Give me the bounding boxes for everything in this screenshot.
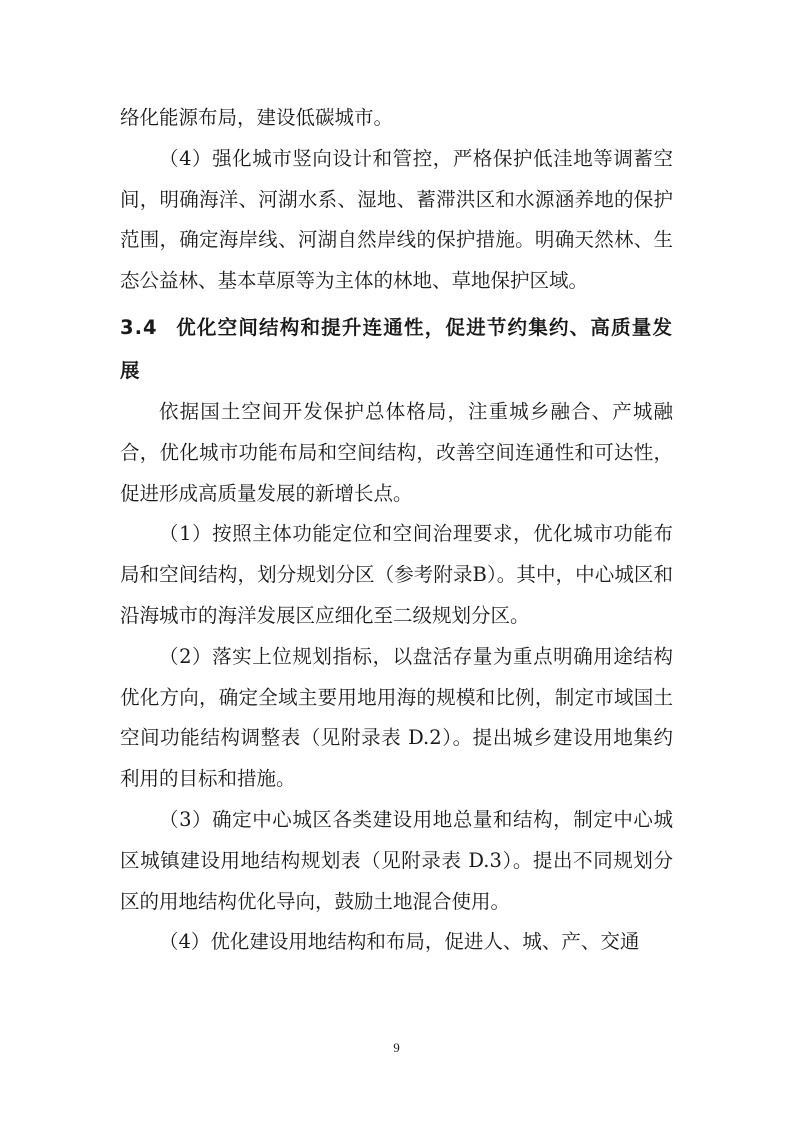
page-number: 9	[393, 1040, 400, 1055]
paragraph-item-3: （3）确定中心城区各类建设用地总量和结构，制定中心城区城镇建设用地结构规划表（见附录表 D.3）。提出不同规划分区的用地结构优化导向，鼓励土地混合使用。	[120, 807, 673, 913]
page-body	[120, 98, 673, 963]
paragraph-intro: 依据国土空间开发保护总体格局，注重城乡融合、产城融合，优化城市功能布局和空间结构，改善空间连通性和可达性，促进形成高质量发展的新增长点。	[120, 399, 673, 505]
section-heading	[120, 306, 673, 392]
paragraph-continuation: 络化能源布局，建设低碳城市。	[120, 106, 394, 129]
paragraph-item-4-next: （4）优化建设用地结构和布局，促进人、城、产、交通	[159, 930, 640, 954]
section-title: 优化空间结构和提升连通性，促进节约集约、高质量发展	[120, 315, 673, 382]
section-number: 3.4	[120, 315, 158, 339]
paragraph-item-2: （2）落实上位规划指标，以盘活存量为重点明确用途结构优化方向，确定全域主要用地用海的规模和比例，制定市域国土空间功能结构调整表（见附录表 D.2）。提出城乡建设用地集约利用的目标和措施。	[120, 644, 673, 791]
paragraph-item-4: （4）强化城市竖向设计和管控，严格保护低洼地等调蓄空间，明确海洋、河湖水系、湿地、蓄滞洪区和水源涵养地的保护范围，确定海岸线、河湖自然岸线的保护措施。明确天然林、生态公益林、基本草原等为主体的林地、草地保护区域。	[120, 146, 673, 293]
paragraph-item-1: （1）按照主体功能定位和空间治理要求，优化城市功能布局和空间结构，划分规划分区（参考附录B）。其中，中心城区和沿海城市的海洋发展区应细化至二级规划分区。	[120, 522, 673, 627]
